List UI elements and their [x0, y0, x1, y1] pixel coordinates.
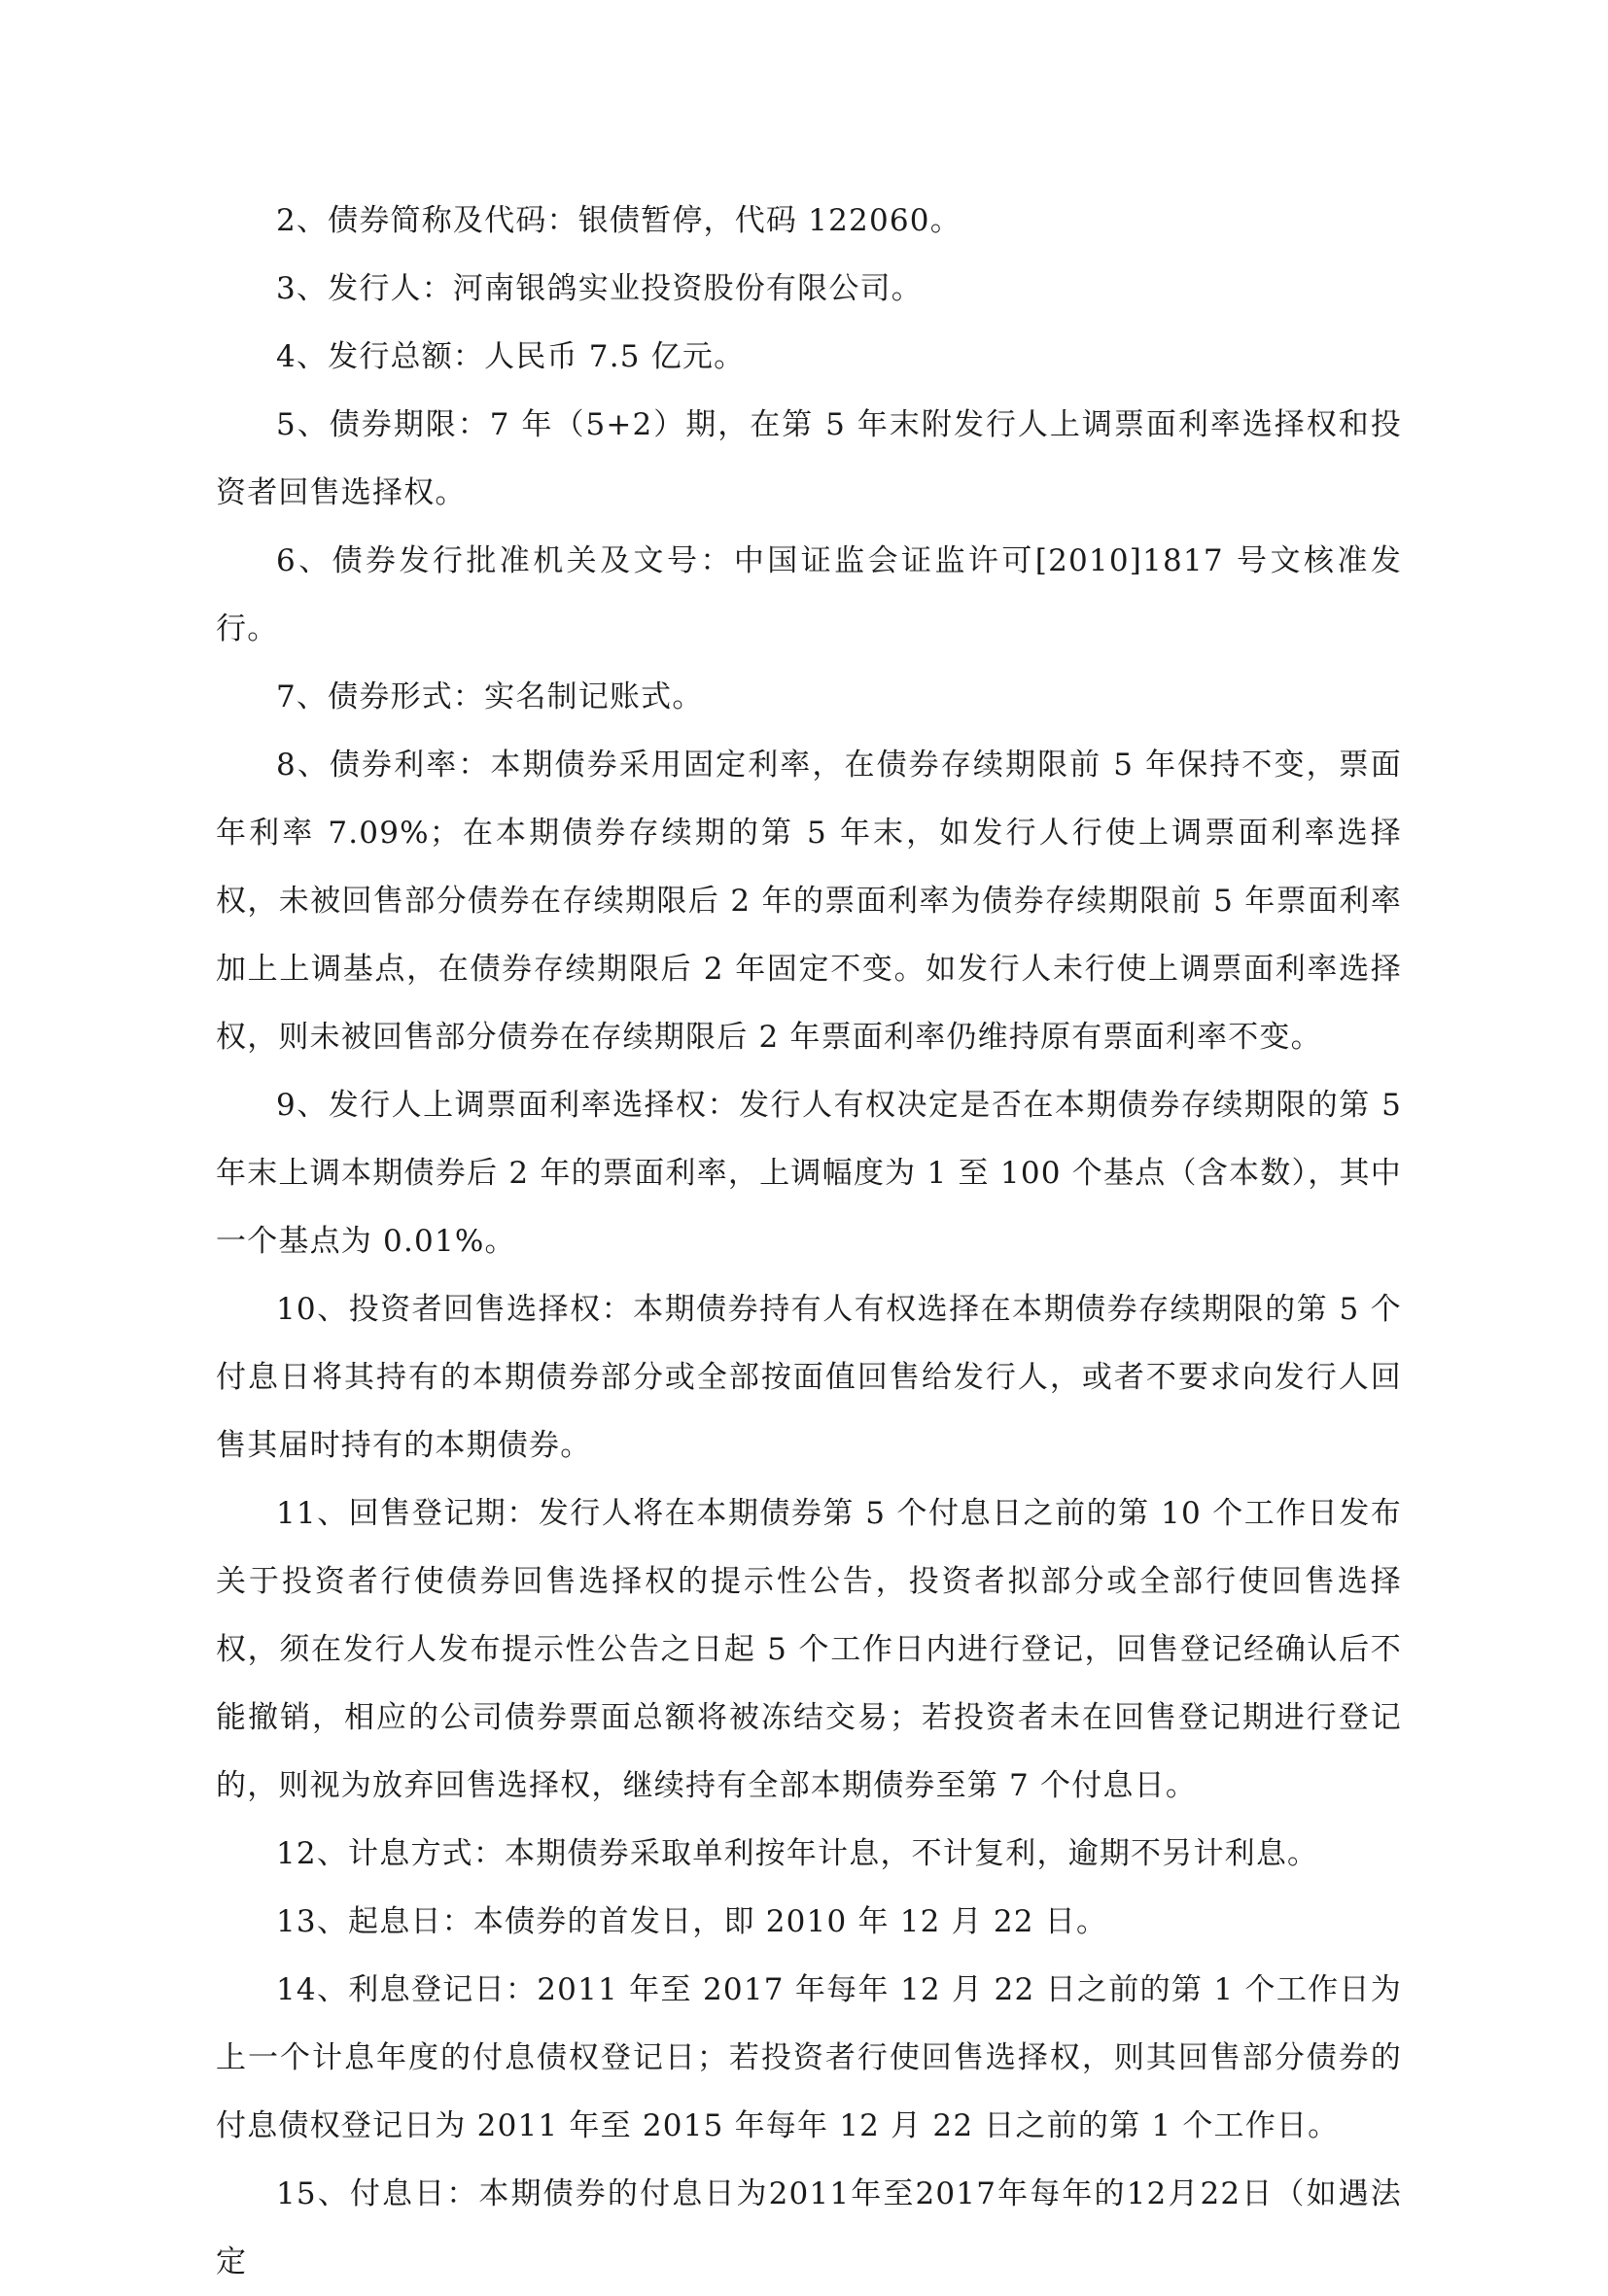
document-body	[216, 187, 1402, 2296]
clause-5-bond-term: 5、债券期限：7 年（5+2）期，在第 5 年末附发行人上调票面利率选择权和投资者回售选择权。	[216, 407, 1402, 510]
clause-3-issuer: 3、发行人：河南银鸽实业投资股份有限公司。	[276, 271, 923, 306]
clause-15-payment-date: 15、付息日：本期债券的付息日为2011年至2017年每年的12月22日（如遇法定	[216, 2176, 1402, 2279]
clause-7-bond-form: 7、债券形式：实名制记账式。	[276, 679, 704, 714]
clause-13-value-date: 13、起息日：本债券的首发日，即 2010 年 12 月 22 日。	[276, 1904, 1108, 1939]
clause-10-put-option: 10、投资者回售选择权：本期债券持有人有权选择在本期债券存续期限的第 5 个付息日将其持有的本期债券部分或全部按面值回售给发行人，或者不要求向发行人回售其届时持有的本期债券。	[216, 1292, 1402, 1463]
clause-4-issue-amount: 4、发行总额：人民币 7.5 亿元。	[276, 339, 746, 374]
clause-14-record-date: 14、利息登记日：2011 年至 2017 年每年 12 月 22 日之前的第 1 个工作日为上一个计息年度的付息债权登记日；若投资者行使回售选择权，则其回售部分债券的付息债权登记日为 2011 年至 2015 年每年 12 月 22 日之前的第 1 个工作日。	[216, 1972, 1402, 2143]
clause-8-interest-rate: 8、债券利率：本期债券采用固定利率，在债券存续期限前 5 年保持不变，票面年利率 7.09%；在本期债券存续期的第 5 年末，如发行人行使上调票面利率选择权，未被回售部分债券在存续期限后 2 年的票面利率为债券存续期限前 5 年票面利率加上上调基点，在债券存续期限后 2 年固定不变。如发行人未行使上调票面利率选择权，则未被回售部分债券在存续期限后 2 年票面利率仍维持原有票面利率不变。	[216, 748, 1402, 1055]
clause-12-interest-method: 12、计息方式：本期债券采取单利按年计息，不计复利，逾期不另计利息。	[276, 1836, 1319, 1871]
clause-9-rate-adjustment-option: 9、发行人上调票面利率选择权：发行人有权决定是否在本期债券存续期限的第 5 年末上调本期债券后 2 年的票面利率，上调幅度为 1 至 100 个基点（含本数），其中一个基点为 0.01%。	[216, 1088, 1402, 1259]
clause-6-approval: 6、债券发行批准机关及文号：中国证监会证监许可[2010]1817 号文核准发行。	[216, 543, 1402, 646]
clause-11-put-registration: 11、回售登记期：发行人将在本期债券第 5 个付息日之前的第 10 个工作日发布关于投资者行使债券回售选择权的提示性公告，投资者拟部分或全部行使回售选择权，须在发行人发布提示性公告之日起 5 个工作日内进行登记，回售登记经确认后不能撤销，相应的公司债券票面总额将被冻结交易；若投资者未在回售登记期进行登记的，则视为放弃回售选择权，继续持有全部本期债券至第 7 个付息日。	[216, 1496, 1402, 1803]
clause-2-bond-abbreviation: 2、债券简称及代码：银债暂停，代码 122060。	[276, 203, 961, 238]
